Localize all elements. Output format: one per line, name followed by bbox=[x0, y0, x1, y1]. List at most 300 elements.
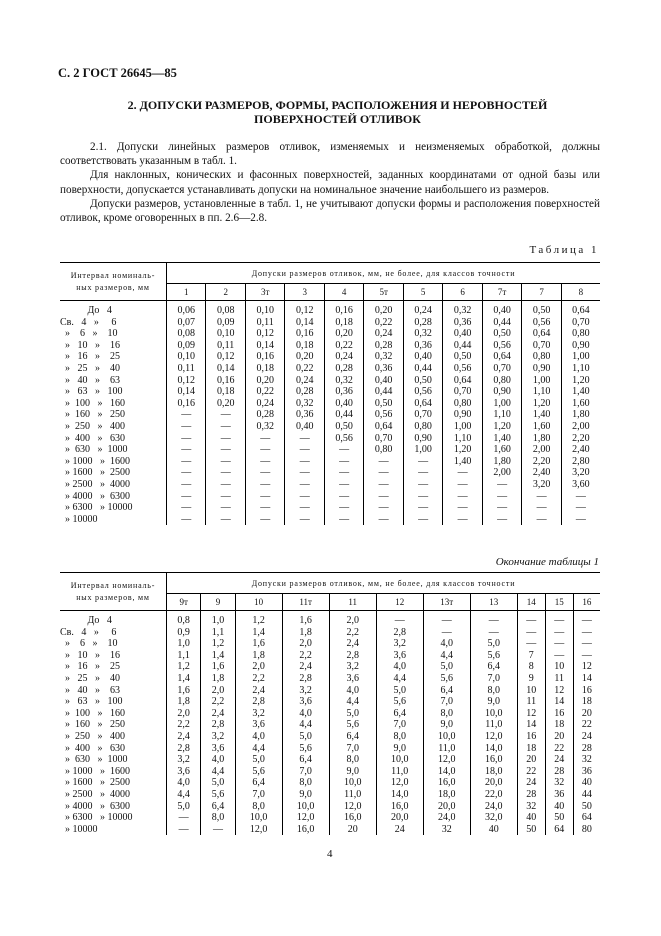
tolerance-value: 40 bbox=[517, 812, 545, 824]
tolerance-value: 0,90 bbox=[482, 386, 521, 398]
tolerance-value: 11,0 bbox=[376, 766, 423, 778]
tolerance-value: 7,0 bbox=[329, 743, 376, 755]
tolerance-value: 20,0 bbox=[423, 801, 470, 813]
table-row bbox=[60, 754, 600, 766]
tolerance-value: 4,0 bbox=[167, 777, 201, 789]
tolerance-value: 0,11 bbox=[167, 363, 206, 375]
tolerance-value: — bbox=[545, 615, 573, 627]
tolerance-value: 1,00 bbox=[403, 444, 442, 456]
tolerance-value: 0,16 bbox=[285, 328, 324, 340]
tolerance-value: 18 bbox=[517, 743, 545, 755]
tolerance-value: — bbox=[285, 514, 324, 526]
tolerance-value: 0,14 bbox=[245, 340, 284, 352]
tolerance-value: 9,0 bbox=[282, 789, 329, 801]
table-row bbox=[60, 340, 600, 352]
table-row bbox=[60, 673, 600, 685]
tolerance-value: — bbox=[167, 421, 206, 433]
tolerance-value: 0,28 bbox=[285, 386, 324, 398]
tolerance-value: 50 bbox=[573, 801, 600, 813]
tolerance-value: 40 bbox=[573, 777, 600, 789]
class-header: 13 bbox=[470, 594, 517, 611]
tolerance-value: — bbox=[364, 456, 403, 468]
tolerance-value: 4,0 bbox=[282, 708, 329, 720]
tolerance-value: — bbox=[206, 444, 245, 456]
tolerance-value: 2,8 bbox=[201, 719, 235, 731]
tolerance-value: 12 bbox=[517, 708, 545, 720]
row-header bbox=[60, 263, 167, 301]
tolerance-value: 2,4 bbox=[235, 685, 282, 697]
table-row bbox=[60, 824, 600, 836]
table-row bbox=[60, 731, 600, 743]
tolerance-value: — bbox=[206, 479, 245, 491]
tolerance-value: — bbox=[443, 467, 482, 479]
tolerance-value: — bbox=[285, 491, 324, 503]
tolerance-value: 1,10 bbox=[443, 433, 482, 445]
tolerance-value: 64 bbox=[545, 824, 573, 836]
tolerance-value: 0,40 bbox=[443, 328, 482, 340]
tolerance-value: 1,80 bbox=[482, 456, 521, 468]
tolerance-value: 3,60 bbox=[561, 479, 600, 491]
tolerance-value: 6,4 bbox=[201, 801, 235, 813]
size-interval: » 400 » 630 bbox=[60, 433, 167, 445]
tolerance-value: 0,28 bbox=[245, 409, 284, 421]
tolerance-value: 1,10 bbox=[522, 386, 561, 398]
tolerance-value: — bbox=[245, 467, 284, 479]
size-interval: До 4 bbox=[60, 615, 167, 627]
size-interval: » 100 » 160 bbox=[60, 708, 167, 720]
tolerance-value: 4,0 bbox=[376, 661, 423, 673]
tolerance-value: 0,64 bbox=[482, 351, 521, 363]
tolerance-value: — bbox=[206, 514, 245, 526]
tolerance-value: — bbox=[167, 409, 206, 421]
tolerance-value: 24 bbox=[376, 824, 423, 836]
size-interval: » 10 » 16 bbox=[60, 340, 167, 352]
tolerance-value: 1,6 bbox=[167, 685, 201, 697]
table-row bbox=[60, 812, 600, 824]
tolerance-value: — bbox=[403, 491, 442, 503]
table-row bbox=[60, 456, 600, 468]
tolerance-value: 6,4 bbox=[329, 731, 376, 743]
tolerance-value: — bbox=[423, 615, 470, 627]
size-interval: » 6300 » 10000 bbox=[60, 812, 167, 824]
tolerance-value: — bbox=[324, 479, 363, 491]
tolerance-value: 0,36 bbox=[443, 317, 482, 329]
size-interval: » 25 » 40 bbox=[60, 673, 167, 685]
table-row bbox=[60, 777, 600, 789]
tolerance-value: 10,0 bbox=[329, 777, 376, 789]
tolerance-value: 20 bbox=[517, 754, 545, 766]
tolerance-value: 0,44 bbox=[364, 386, 403, 398]
tolerance-value: 1,0 bbox=[167, 638, 201, 650]
tolerance-value: 3,6 bbox=[235, 719, 282, 731]
tolerance-value: 0,16 bbox=[324, 305, 363, 317]
tolerance-value: 8,0 bbox=[201, 812, 235, 824]
size-interval: » 4000 » 6300 bbox=[60, 801, 167, 813]
tolerance-value: 2,2 bbox=[201, 696, 235, 708]
tolerance-value: 5,6 bbox=[423, 673, 470, 685]
tolerance-value: 1,80 bbox=[561, 409, 600, 421]
tolerance-value: 16,0 bbox=[329, 812, 376, 824]
tolerance-value: 12,0 bbox=[376, 777, 423, 789]
tolerance-value: 12,0 bbox=[282, 812, 329, 824]
tolerance-value: 0,44 bbox=[482, 317, 521, 329]
tolerance-value: 32,0 bbox=[470, 812, 517, 824]
tolerance-value: 0,10 bbox=[245, 305, 284, 317]
tolerance-value: — bbox=[324, 444, 363, 456]
class-header: 9 bbox=[201, 594, 235, 611]
tolerance-value: — bbox=[561, 514, 600, 526]
size-interval: » 160 » 250 bbox=[60, 409, 167, 421]
tolerance-value: 3,6 bbox=[167, 766, 201, 778]
tolerance-value: — bbox=[482, 502, 521, 514]
size-interval: » 6300 » 10000 bbox=[60, 502, 167, 514]
table-row bbox=[60, 615, 600, 627]
tolerance-value: — bbox=[245, 491, 284, 503]
tolerance-value: 0,64 bbox=[561, 305, 600, 317]
tolerance-value: 2,2 bbox=[329, 627, 376, 639]
size-interval: » 6 » 10 bbox=[60, 328, 167, 340]
tolerance-value: 12,0 bbox=[329, 801, 376, 813]
tolerance-value: — bbox=[167, 456, 206, 468]
tolerance-value: 9,0 bbox=[470, 696, 517, 708]
tolerance-value: 1,8 bbox=[235, 650, 282, 662]
size-interval: » 63 » 100 bbox=[60, 696, 167, 708]
tolerance-value: 0,36 bbox=[324, 386, 363, 398]
tolerance-value: 8,0 bbox=[423, 708, 470, 720]
tolerance-value: — bbox=[324, 502, 363, 514]
tolerance-value: 16 bbox=[545, 708, 573, 720]
tolerance-value: 2,2 bbox=[235, 673, 282, 685]
tolerance-value: 1,8 bbox=[201, 673, 235, 685]
tolerance-value: 0,9 bbox=[167, 627, 201, 639]
tolerance-value: — bbox=[482, 491, 521, 503]
class-header: 11 bbox=[329, 594, 376, 611]
tolerance-value: — bbox=[285, 433, 324, 445]
tolerance-value: 2,0 bbox=[282, 638, 329, 650]
tolerance-value: 2,4 bbox=[329, 638, 376, 650]
paragraph-2-1: 2.1. Допуски линейных размеров отливок, изменяемых и неизменяемых обработкой, должны соответствовать указанным в табл. 1. bbox=[60, 141, 600, 168]
size-interval: » 16 » 25 bbox=[60, 351, 167, 363]
tolerance-value: — bbox=[167, 514, 206, 526]
tolerance-value: 22 bbox=[517, 766, 545, 778]
tolerance-value: — bbox=[470, 615, 517, 627]
class-header: 5 bbox=[403, 284, 442, 301]
class-header: 1 bbox=[167, 284, 206, 301]
tolerance-value: 12,0 bbox=[470, 731, 517, 743]
tolerance-value: — bbox=[206, 409, 245, 421]
tolerance-value: — bbox=[364, 502, 403, 514]
size-interval: » 10 » 16 bbox=[60, 650, 167, 662]
tolerance-value: 6,4 bbox=[282, 754, 329, 766]
tolerance-value: 22,0 bbox=[470, 789, 517, 801]
size-interval: » 4000 » 6300 bbox=[60, 491, 167, 503]
tolerance-value: 6,4 bbox=[235, 777, 282, 789]
tolerance-value: 0,70 bbox=[443, 386, 482, 398]
column-group-header: Допуски размеров отливок, мм, не более, для классов точности bbox=[167, 263, 601, 284]
tolerance-value: 0,64 bbox=[443, 375, 482, 387]
tolerance-value: 3,2 bbox=[235, 708, 282, 720]
table-row bbox=[60, 789, 600, 801]
tolerance-value: 5,6 bbox=[201, 789, 235, 801]
tolerance-value: 28 bbox=[517, 789, 545, 801]
tolerance-value: 1,1 bbox=[201, 627, 235, 639]
tolerance-value: 7 bbox=[517, 650, 545, 662]
tolerance-value: 20 bbox=[545, 731, 573, 743]
tolerance-value: — bbox=[167, 502, 206, 514]
tolerance-value: 2,80 bbox=[561, 456, 600, 468]
tolerance-value: — bbox=[245, 433, 284, 445]
tolerance-value: — bbox=[285, 467, 324, 479]
tolerance-value: 1,2 bbox=[235, 615, 282, 627]
table-row bbox=[60, 421, 600, 433]
tolerance-value: 0,24 bbox=[324, 351, 363, 363]
tolerance-value: 6,4 bbox=[470, 661, 517, 673]
tolerance-value: 0,14 bbox=[206, 363, 245, 375]
table-row bbox=[60, 467, 600, 479]
tolerance-value: 5,0 bbox=[470, 638, 517, 650]
tolerance-table-part1 bbox=[60, 262, 600, 525]
table-row bbox=[60, 627, 600, 639]
tolerance-value: 0,80 bbox=[443, 398, 482, 410]
tolerance-value: 1,6 bbox=[235, 638, 282, 650]
tolerance-value: 4,4 bbox=[282, 719, 329, 731]
tolerance-value: 0,40 bbox=[403, 351, 442, 363]
tolerance-value: 0,12 bbox=[245, 328, 284, 340]
tolerance-value: 1,2 bbox=[167, 661, 201, 673]
table-row bbox=[60, 708, 600, 720]
tolerance-value: 10 bbox=[517, 685, 545, 697]
tolerance-value: — bbox=[573, 650, 600, 662]
tolerance-value: 0,24 bbox=[285, 375, 324, 387]
tolerance-value: 16,0 bbox=[282, 824, 329, 836]
class-header: 13т bbox=[423, 594, 470, 611]
tolerance-value: 2,0 bbox=[329, 615, 376, 627]
tolerance-value: 18 bbox=[573, 696, 600, 708]
tolerance-value: 0,10 bbox=[206, 328, 245, 340]
table-row bbox=[60, 305, 600, 317]
tolerance-value: 24 bbox=[573, 731, 600, 743]
tolerance-value: 3,2 bbox=[167, 754, 201, 766]
tolerance-value: 9,0 bbox=[423, 719, 470, 731]
class-header: 14 bbox=[517, 594, 545, 611]
tolerance-value: 1,6 bbox=[201, 661, 235, 673]
tolerance-value: 20 bbox=[329, 824, 376, 836]
class-header: 3 bbox=[285, 284, 324, 301]
tolerance-value: — bbox=[545, 650, 573, 662]
size-interval: » 2500 » 4000 bbox=[60, 479, 167, 491]
table-end-caption: Окончание таблицы 1 bbox=[495, 556, 599, 568]
size-interval: Св. 4 » 6 bbox=[60, 317, 167, 329]
size-interval: » 10000 bbox=[60, 514, 167, 526]
tolerance-value: 0,32 bbox=[403, 328, 442, 340]
tolerance-value: 7,0 bbox=[470, 673, 517, 685]
tolerance-value: 28 bbox=[573, 743, 600, 755]
tolerance-value: 0,24 bbox=[364, 328, 403, 340]
tolerance-value: 24,0 bbox=[470, 801, 517, 813]
tolerance-value: 0,14 bbox=[285, 317, 324, 329]
tolerance-value: 0,09 bbox=[206, 317, 245, 329]
tolerance-value: — bbox=[364, 491, 403, 503]
tolerance-value: 0,10 bbox=[167, 351, 206, 363]
tolerance-value: 32 bbox=[423, 824, 470, 836]
tolerance-value: 6,4 bbox=[376, 708, 423, 720]
size-interval: » 630 » 1000 bbox=[60, 444, 167, 456]
tolerance-value: 0,24 bbox=[403, 305, 442, 317]
tolerance-value: 2,4 bbox=[282, 661, 329, 673]
tolerance-value: 50 bbox=[545, 812, 573, 824]
tolerance-value: — bbox=[324, 467, 363, 479]
tolerance-value: 1,8 bbox=[282, 627, 329, 639]
tolerance-value: 0,44 bbox=[324, 409, 363, 421]
table-row bbox=[60, 328, 600, 340]
tolerance-value: 0,22 bbox=[285, 363, 324, 375]
tolerance-value: 32 bbox=[545, 777, 573, 789]
tolerance-value: — bbox=[324, 514, 363, 526]
tolerance-value: 1,60 bbox=[522, 421, 561, 433]
tolerance-value: 0,28 bbox=[403, 317, 442, 329]
tolerance-value: 0,20 bbox=[206, 398, 245, 410]
tolerance-value: 5,0 bbox=[282, 731, 329, 743]
tolerance-value: — bbox=[285, 456, 324, 468]
size-interval: » 1000 » 1600 bbox=[60, 456, 167, 468]
size-interval: » 1600 » 2500 bbox=[60, 467, 167, 479]
tolerance-value: 10,0 bbox=[376, 754, 423, 766]
tolerance-value: — bbox=[403, 479, 442, 491]
tolerance-value: 7,0 bbox=[423, 696, 470, 708]
tolerance-value: 0,56 bbox=[324, 433, 363, 445]
table-row bbox=[60, 661, 600, 673]
tolerance-value: 0,40 bbox=[285, 421, 324, 433]
tolerance-value: — bbox=[167, 444, 206, 456]
tolerance-value: 0,12 bbox=[206, 351, 245, 363]
tolerance-value: 0,11 bbox=[206, 340, 245, 352]
tolerance-value: 0,64 bbox=[364, 421, 403, 433]
tolerance-value: 64 bbox=[573, 812, 600, 824]
tolerance-value: 0,32 bbox=[285, 398, 324, 410]
tolerance-value: 1,80 bbox=[522, 433, 561, 445]
tolerance-value: 11,0 bbox=[329, 789, 376, 801]
size-interval: » 63 » 100 bbox=[60, 386, 167, 398]
tolerance-value: 2,8 bbox=[235, 696, 282, 708]
tolerance-value: 7,0 bbox=[235, 789, 282, 801]
tolerance-value: 1,2 bbox=[201, 638, 235, 650]
table-row bbox=[60, 433, 600, 445]
size-interval: » 250 » 400 bbox=[60, 731, 167, 743]
tolerance-value: 1,60 bbox=[561, 398, 600, 410]
tolerance-value: 0,70 bbox=[561, 317, 600, 329]
table-row bbox=[60, 363, 600, 375]
tolerance-value: 4,0 bbox=[235, 731, 282, 743]
tolerance-value: 1,40 bbox=[561, 386, 600, 398]
class-header: 5т bbox=[364, 284, 403, 301]
tolerance-value: 14,0 bbox=[376, 789, 423, 801]
tolerance-value: 14,0 bbox=[470, 743, 517, 755]
tolerance-value: 24,0 bbox=[423, 812, 470, 824]
tolerance-value: 5,0 bbox=[235, 754, 282, 766]
table-row bbox=[60, 638, 600, 650]
tolerance-value: 40 bbox=[470, 824, 517, 836]
tolerance-value: — bbox=[443, 502, 482, 514]
tolerance-value: 1,20 bbox=[443, 444, 482, 456]
tolerance-value: — bbox=[324, 456, 363, 468]
class-header: 16 bbox=[573, 594, 600, 611]
tolerance-value: 0,32 bbox=[364, 351, 403, 363]
tolerance-value: 4,4 bbox=[329, 696, 376, 708]
tolerance-value: 2,0 bbox=[167, 708, 201, 720]
tolerance-value: — bbox=[167, 479, 206, 491]
tolerance-value: 9 bbox=[517, 673, 545, 685]
tolerance-value: 0,70 bbox=[364, 433, 403, 445]
tolerance-value: 3,2 bbox=[376, 638, 423, 650]
tolerance-value: 0,20 bbox=[364, 305, 403, 317]
tolerance-value: 0,14 bbox=[167, 386, 206, 398]
class-header: 3т bbox=[245, 284, 284, 301]
table-row bbox=[60, 386, 600, 398]
tolerance-value: 0,09 bbox=[167, 340, 206, 352]
tolerance-value: 0,20 bbox=[245, 375, 284, 387]
tolerance-value: 0,56 bbox=[482, 340, 521, 352]
tolerance-value: — bbox=[573, 627, 600, 639]
table-row bbox=[60, 317, 600, 329]
tolerance-value: 0,56 bbox=[443, 363, 482, 375]
tolerance-value: 32 bbox=[517, 801, 545, 813]
tolerance-value: — bbox=[167, 467, 206, 479]
tolerance-value: 3,6 bbox=[329, 673, 376, 685]
tolerance-value: 2,2 bbox=[282, 650, 329, 662]
size-interval: Св. 4 » 6 bbox=[60, 627, 167, 639]
tolerance-value: — bbox=[364, 467, 403, 479]
tolerance-value: 0,44 bbox=[443, 340, 482, 352]
tolerance-value: — bbox=[167, 824, 201, 836]
tolerance-value: 20,0 bbox=[470, 777, 517, 789]
tolerance-value: 1,60 bbox=[482, 444, 521, 456]
tolerance-value: 1,10 bbox=[482, 409, 521, 421]
tolerance-value: — bbox=[206, 433, 245, 445]
tolerance-value: 0,36 bbox=[285, 409, 324, 421]
tolerance-value: 0,50 bbox=[364, 398, 403, 410]
tolerance-value: 28 bbox=[545, 766, 573, 778]
tolerance-value: 22 bbox=[545, 743, 573, 755]
tolerance-value: 20,0 bbox=[376, 812, 423, 824]
row-header-line1: Интервал номиналь- bbox=[70, 580, 156, 590]
tolerance-value: 5,6 bbox=[329, 719, 376, 731]
tolerance-value: — bbox=[545, 627, 573, 639]
tolerance-value: 0,70 bbox=[403, 409, 442, 421]
tolerance-value: 3,20 bbox=[522, 479, 561, 491]
tolerance-value: — bbox=[206, 491, 245, 503]
tolerance-value: 4,0 bbox=[329, 685, 376, 697]
tolerance-value: 1,00 bbox=[522, 375, 561, 387]
table-row bbox=[60, 351, 600, 363]
tolerance-value: 2,4 bbox=[201, 708, 235, 720]
tolerance-value: — bbox=[482, 479, 521, 491]
tolerance-value: 10,0 bbox=[235, 812, 282, 824]
tolerance-value: 18,0 bbox=[423, 789, 470, 801]
table-row bbox=[60, 502, 600, 514]
tolerance-value: 14,0 bbox=[423, 766, 470, 778]
tolerance-value: 5,6 bbox=[376, 696, 423, 708]
tolerance-value: 3,2 bbox=[282, 685, 329, 697]
tolerance-value: 1,0 bbox=[201, 615, 235, 627]
tolerance-table-part2 bbox=[60, 572, 600, 835]
tolerance-value: 8,0 bbox=[470, 685, 517, 697]
tolerance-value: 0,32 bbox=[324, 375, 363, 387]
tolerance-value: 24 bbox=[517, 777, 545, 789]
tolerance-value: 0,18 bbox=[285, 340, 324, 352]
tolerance-value: 11 bbox=[545, 673, 573, 685]
tolerance-value: 10 bbox=[545, 661, 573, 673]
tolerance-value: 0,32 bbox=[443, 305, 482, 317]
